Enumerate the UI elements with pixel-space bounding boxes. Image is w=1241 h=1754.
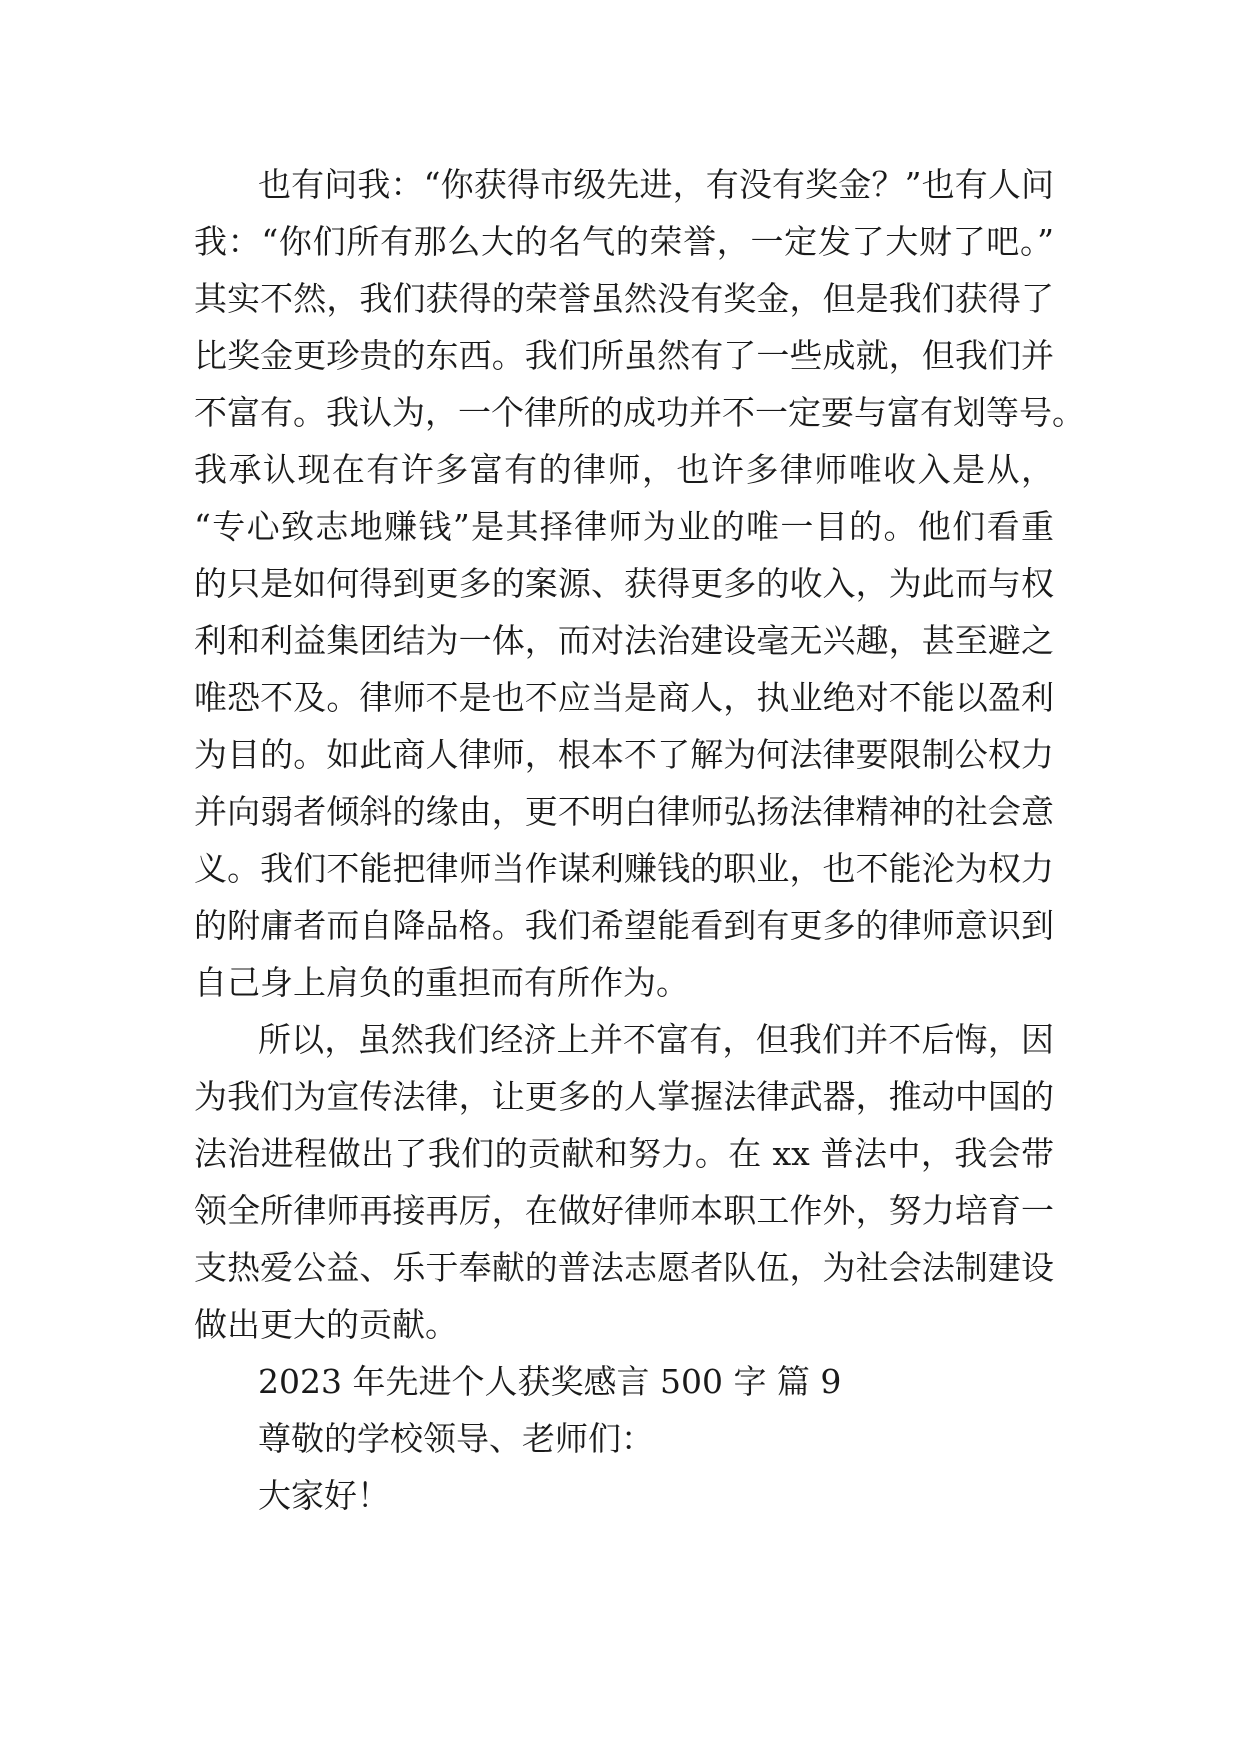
salutation: 尊敬的学校领导、老师们： [258,1419,654,1458]
paragraph-1-line-15: 自己身上肩负的重担而有所作为。 [194,963,689,1002]
paragraph-1-line-8: 的只是如何得到更多的案源、获得更多的收入，为此而与权 [194,564,1054,603]
paragraph-1-line-4: 比奖金更珍贵的东西。我们所虽然有了一些成就，但我们并 [194,336,1054,375]
paragraph-1-line-6: 我承认现在有许多富有的律师，也许多律师唯收入是从， [194,450,1054,489]
paragraph-1-line-7: “专心致志地赚钱”是其择律师为业的唯一目的。他们看重 [194,507,1054,546]
paragraph-1-line-10: 唯恐不及。律师不是也不应当是商人，执业绝对不能以盈利 [194,678,1054,717]
section-heading: 2023 年先进个人获奖感言 500 字 篇 9 [258,1362,842,1401]
paragraph-1-line-11: 为目的。如此商人律师，根本不了解为何法律要限制公权力 [194,735,1054,774]
paragraph-2-line-3: 法治进程做出了我们的贡献和努力。在 xx 普法中，我会带 [194,1134,1054,1173]
paragraph-1-line-13: 义。我们不能把律师当作谋利赚钱的职业，也不能沦为权力 [194,849,1054,888]
paragraph-1-line-14: 的附庸者而自降品格。我们希望能看到有更多的律师意识到 [194,906,1054,945]
paragraph-2-line-5: 支热爱公益、乐于奉献的普法志愿者队伍，为社会法制建设 [194,1248,1054,1287]
paragraph-1-line-1: 也有问我：“你获得市级先进，有没有奖金？”也有人问 [258,165,1054,204]
paragraph-2-line-2: 为我们为宣传法律，让更多的人掌握法律武器，推动中国的 [194,1077,1054,1116]
paragraph-1-line-12: 并向弱者倾斜的缘由，更不明白律师弘扬法律精神的社会意 [194,792,1054,831]
paragraph-2-line-4: 领全所律师再接再厉，在做好律师本职工作外，努力培育一 [194,1191,1054,1230]
greeting: 大家好！ [258,1476,390,1515]
paragraph-2-line-6: 做出更大的贡献。 [194,1305,458,1344]
paragraph-1-line-3: 其实不然，我们获得的荣誉虽然没有奖金，但是我们获得了 [194,279,1054,318]
paragraph-1-line-9: 利和利益集团结为一体，而对法治建设毫无兴趣，甚至避之 [194,621,1054,660]
paragraph-1-line-5: 不富有。我认为，一个律所的成功并不一定要与富有划等号。 [194,393,1085,432]
paragraph-2-line-1: 所以，虽然我们经济上并不富有，但我们并不后悔，因 [258,1020,1054,1059]
paragraph-1-line-2: 我：“你们所有那么大的名气的荣誉，一定发了大财了吧。” [194,222,1054,261]
